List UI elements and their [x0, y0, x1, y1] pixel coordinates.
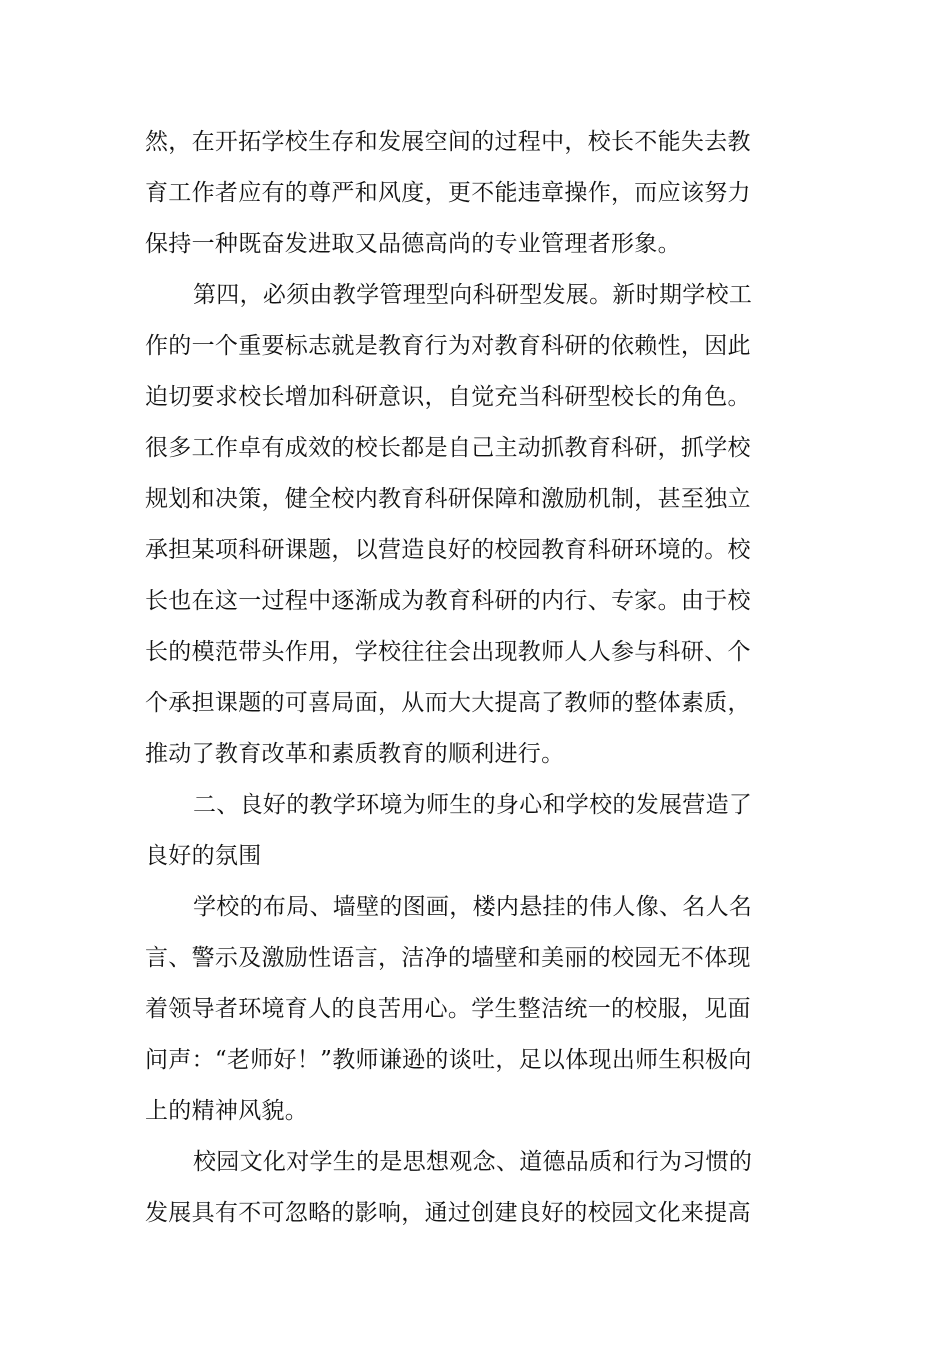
text-line: 很多工作卓有成效的校长都是自己主动抓教育科研，抓学校 [145, 435, 751, 461]
text-line: 推动了教育改革和素质教育的顺利进行。 [145, 741, 565, 767]
section-heading-line: 良好的氛围 [145, 843, 262, 869]
paragraph-start-line: 校园文化对学生的是思想观念、道德品质和行为习惯的 [193, 1149, 753, 1175]
text-line: 发展具有不可忽略的影响，通过创建良好的校园文化来提高 [145, 1200, 751, 1226]
text-line: 承担某项科研课题，以营造良好的校园教育科研环境的。校 [145, 537, 751, 563]
text-line: 言、警示及激励性语言，洁净的墙壁和美丽的校园无不体现 [145, 945, 751, 971]
text-line: 长的模范带头作用，学校往往会出现教师人人参与科研、个 [145, 639, 751, 665]
text-line: 着领导者环境育人的良苦用心。学生整洁统一的校服，见面 [145, 996, 751, 1022]
text-line: 规划和决策，健全校内教育科研保障和激励机制，甚至独立 [145, 486, 751, 512]
text-line: 问声：“老师好！”教师谦逊的谈吐，足以体现出师生积极向 [145, 1047, 752, 1073]
text-line: 长也在这一过程中逐渐成为教育科研的内行、专家。由于校 [145, 588, 751, 614]
body-text [145, 117, 765, 1239]
text-line: 个承担课题的可喜局面，从而大大提高了教师的整体素质， [145, 690, 751, 716]
text-line: 迫切要求校长增加科研意识，自觉充当科研型校长的角色。 [145, 384, 751, 410]
text-line: 育工作者应有的尊严和风度，更不能违章操作，而应该努力 [145, 180, 751, 206]
text-line: 上的精神风貌。 [145, 1098, 309, 1124]
section-heading-line: 二、良好的教学环境为师生的身心和学校的发展营造了 [193, 792, 753, 818]
paragraph-start-line: 学校的布局、墙壁的图画，楼内悬挂的伟人像、名人名 [193, 894, 753, 920]
paragraph-start-line: 第四，必须由教学管理型向科研型发展。新时期学校工 [193, 282, 753, 308]
text-line: 然，在开拓学校生存和发展空间的过程中，校长不能失去教 [145, 129, 751, 155]
text-line: 保持一种既奋发进取又品德高尚的专业管理者形象。 [145, 231, 681, 257]
text-line: 作的一个重要标志就是教育行为对教育科研的依赖性，因此 [145, 333, 751, 359]
